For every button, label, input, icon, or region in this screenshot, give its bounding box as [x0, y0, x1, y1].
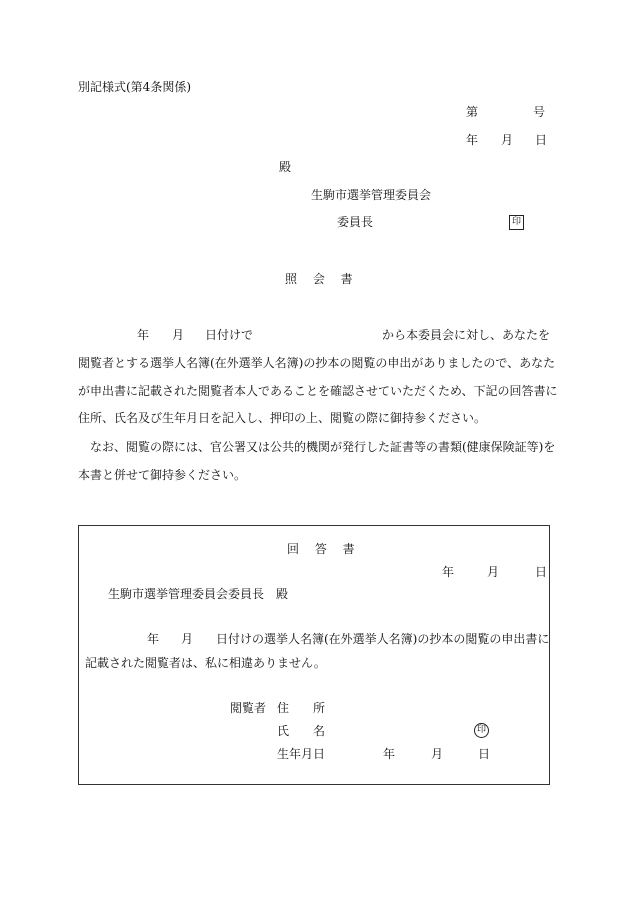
answer-form-box: [78, 525, 550, 785]
sender-title: 委員長: [337, 215, 374, 229]
viewer-seal: 印: [474, 723, 489, 738]
date-month: 月: [501, 133, 514, 147]
sender-seal: 印: [509, 215, 524, 230]
name-label: 氏 名: [277, 724, 326, 738]
answer-date-year: 年: [442, 565, 455, 579]
body-month: 月: [172, 328, 185, 342]
number-go: 号: [533, 105, 546, 119]
birth-day: 日: [478, 747, 491, 761]
date-year: 年: [466, 133, 479, 147]
number-dai: 第: [466, 105, 479, 119]
body-year: 年: [137, 328, 150, 342]
birth-month: 月: [431, 747, 444, 761]
body-line1-tail: から本委員会に対し、あなたを: [382, 328, 551, 342]
date-day: 日: [535, 133, 548, 147]
form-label: 別記様式(第4条関係): [78, 80, 191, 94]
body-line-4: 住所、氏名及び生年月日を記入し、押印の上、閲覧の際に御持参ください。: [78, 411, 487, 425]
birth-year: 年: [383, 747, 396, 761]
document-title: 照 会 書: [285, 272, 359, 286]
body-line-6: 本書と併せて御持参ください。: [78, 468, 247, 482]
body-date-suffix: 日付けで: [205, 328, 254, 342]
birth-label: 生年月日: [277, 747, 326, 761]
answer-text-line2: 記載された閲覧者は、私に相違ありません。: [85, 656, 326, 670]
addressee-dono: 殿: [279, 160, 292, 174]
body-line-3: が申出書に記載された閲覧者本人であることを確認させていただくため、下記の回答書に: [78, 384, 558, 398]
answer-text-year: 年: [147, 632, 160, 646]
address-label: 住 所: [277, 701, 326, 715]
body-line-5: なお、閲覧の際には、官公署又は公共的機関が発行した証書等の書類(健康保険証等)を: [90, 440, 556, 454]
body-line-2: 閲覧者とする選挙人名簿(在外選挙人名簿)の抄本の閲覧の申出がありましたので、あなた: [78, 356, 556, 370]
viewer-label: 閲覧者: [230, 701, 267, 715]
sender-organization: 生駒市選挙管理委員会: [311, 188, 432, 202]
answer-title: 回 答 書: [287, 542, 361, 556]
answer-text-line1-tail: 日付けの選挙人名簿(在外選挙人名簿)の抄本の閲覧の申出書に: [216, 632, 550, 646]
answer-date-day: 日: [535, 565, 548, 579]
answer-text-month: 月: [181, 632, 194, 646]
answer-addressee: 生駒市選挙管理委員会委員長 殿: [108, 587, 289, 601]
answer-date-month: 月: [487, 565, 500, 579]
